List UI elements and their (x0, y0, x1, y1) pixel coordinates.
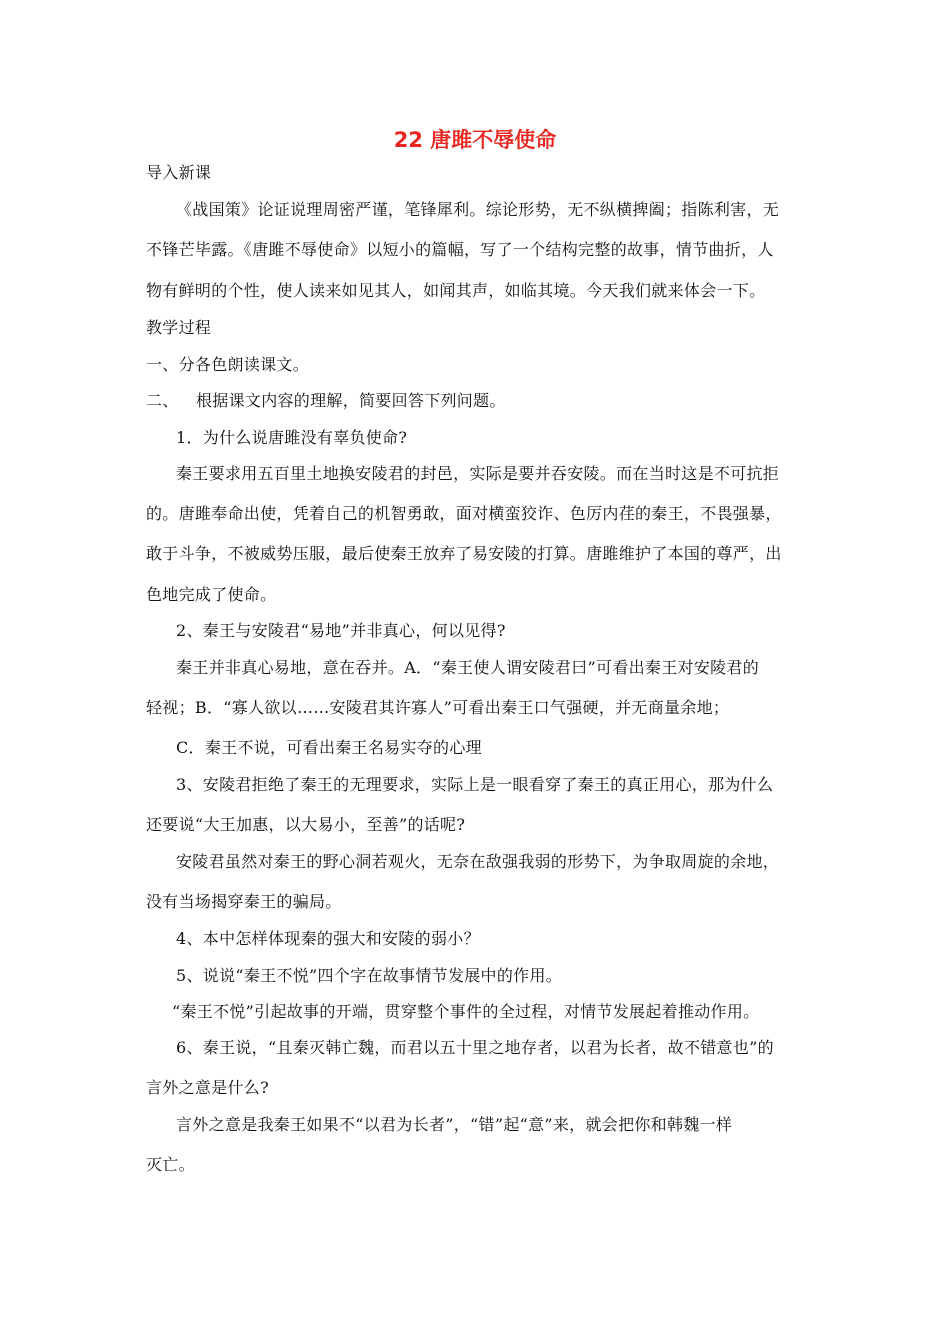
answer-1-line: 的。唐雎奉命出使，凭着自己的机智勇敢，面对横蛮狡诈、色厉内荏的秦王，不畏强暴， (146, 504, 782, 523)
section-heading-intro: 导入新课 (146, 163, 212, 182)
step-one: 一、分各色朗读课文。 (146, 355, 310, 374)
section-heading-process: 教学过程 (146, 318, 212, 337)
answer-2-line: C．秦王不说，可看出秦王名易实夺的心理 (176, 738, 482, 757)
intro-line: 不锋芒毕露。《唐雎不辱使命》以短小的篇幅，写了一个结构完整的故事，情节曲折，人 (146, 240, 774, 259)
answer-1-line: 敢于斗争，不被威势压服，最后使秦王放弃了易安陵的打算。唐雎维护了本国的尊严，出 (146, 544, 782, 563)
answer-3-line: 没有当场揭穿秦王的骗局。 (146, 892, 342, 911)
question-3-line: 还要说“大王加惠，以大易小，至善”的话呢? (146, 815, 466, 834)
question-4: 4、本中怎样体现秦的强大和安陵的弱小？ (176, 929, 480, 948)
intro-line: 物有鲜明的个性，使人读来如见其人，如闻其声，如临其境。今天我们就来体会一下。 (146, 281, 766, 300)
intro-line: 《战国策》论证说理周密严谨，笔锋犀利。综论形势，无不纵横捭阖；指陈利害，无 (176, 200, 780, 219)
question-5: 5、说说“秦王不悦”四个字在故事情节发展中的作用。 (176, 966, 563, 985)
answer-2-line: 秦王并非真心易地，意在吞并。A．“秦王使人谓安陵君曰”可看出秦王对安陵君的 (176, 658, 760, 677)
question-2: 2、秦王与安陵君“易地”并非真心，何以见得? (176, 621, 506, 640)
answer-1-line: 秦王要求用五百里土地换安陵君的封邑，实际是要并吞安陵。而在当时这是不可抗拒 (176, 464, 780, 483)
answer-1-line: 色地完成了使命。 (146, 585, 277, 604)
question-1: 1．为什么说唐雎没有辜负使命? (176, 428, 408, 447)
question-6-line: 6、秦王说，“且秦灭韩亡魏，而君以五十里之地存者，以君为长者，故不错意也”的 (176, 1038, 774, 1057)
answer-6-line: 言外之意是我秦王如果不“以君为长者”，“错”起“意”来，就会把你和韩魏一样 (176, 1115, 733, 1134)
answer-3-line: 安陵君虽然对秦王的野心洞若观火，无奈在敌强我弱的形势下，为争取周旋的余地， (176, 852, 780, 871)
step-two-text: 根据课文内容的理解，简要回答下列问题。 (196, 391, 506, 410)
answer-2-line: 轻视；B．“寡人欲以……安陵君其许寡人”可看出秦王口气强硬，并无商量余地； (146, 698, 730, 717)
page-title: 22 唐雎不辱使命 (393, 128, 557, 152)
question-3-line: 3、安陵君拒绝了秦王的无理要求，实际上是一眼看穿了秦王的真正用心，那为什么 (176, 775, 774, 794)
question-6-line: 言外之意是什么? (146, 1078, 269, 1097)
answer-5: “秦王不悦”引起故事的开端，贯穿整个事件的全过程，对情节发展起着推动作用。 (172, 1002, 760, 1021)
step-two-number: 二、 (146, 391, 179, 410)
answer-6-line: 灭亡。 (146, 1155, 195, 1174)
